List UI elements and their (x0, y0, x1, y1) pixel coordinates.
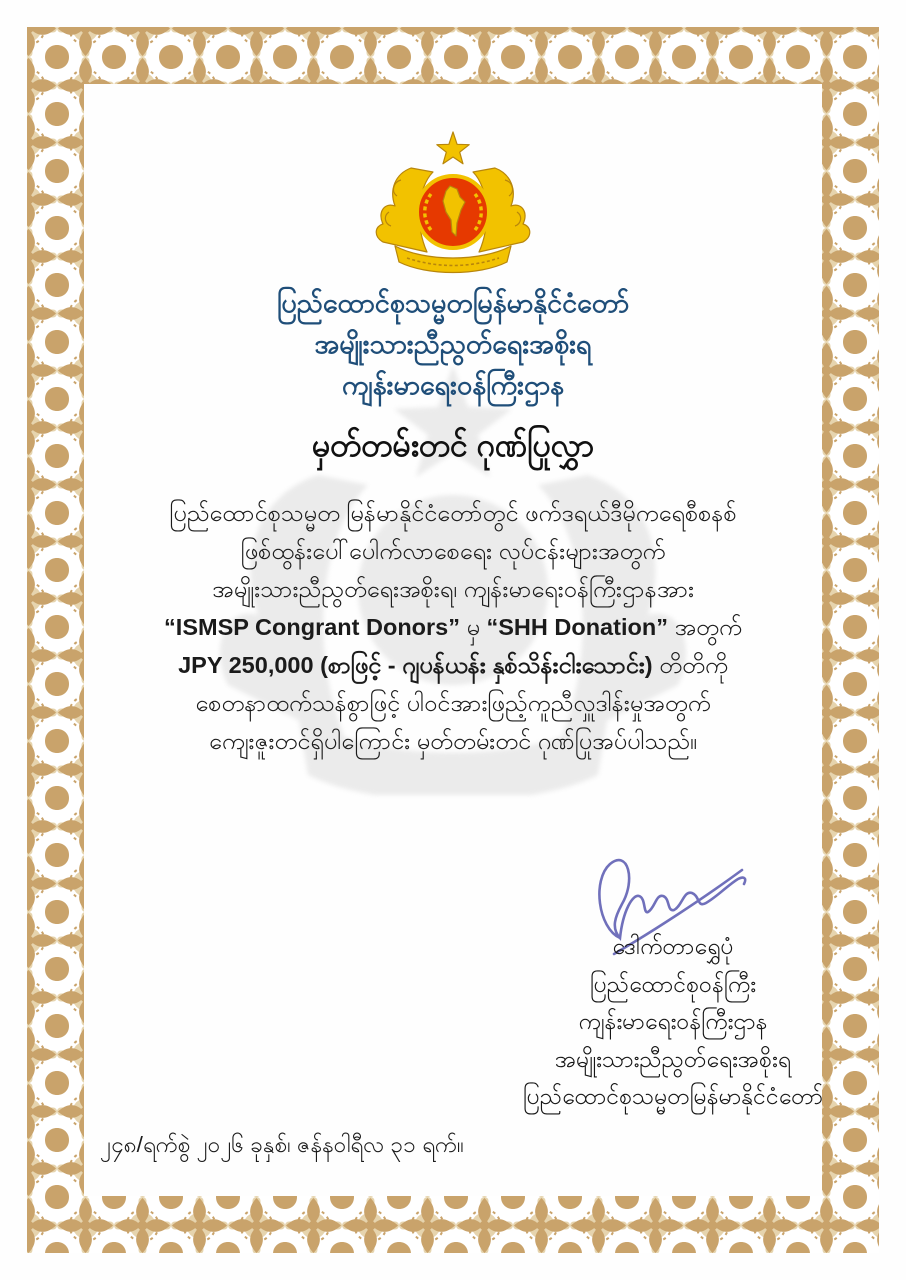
body-line-4 (93, 608, 813, 646)
body-line-3: အမျိုးသားညီညွတ်ရေးအစိုးရ၊ ကျန်းမာရေးဝန်ကြီးဌာနအား (212, 576, 694, 602)
signatory-block (478, 928, 868, 1116)
donation-name: “SHH Donation” (486, 614, 668, 640)
certificate-body (93, 494, 813, 760)
issuing-authority-header (113, 283, 793, 406)
donor-name: “ISMSP Congrant Donors” (164, 614, 460, 640)
body-line-4-text: မှ (460, 614, 487, 640)
body-line-7: ကျေးဇူးတင်ရှိပါကြောင်း မှတ်တမ်းတင် ဂုဏ်ပြုအပ်ပါသည်။ (208, 728, 698, 754)
body-line-4-text-2: အတွက် (667, 614, 742, 640)
header-government-line: အမျိုးသားညီညွတ်ရေးအစိုးရ (314, 329, 592, 359)
signatory-position: ပြည်ထောင်စုဝန်ကြီး (589, 970, 757, 997)
body-line-5-text: တိတိကို (652, 652, 728, 678)
header-ministry-line: ကျန်းမာရေးဝန်ကြီးဌာန (341, 370, 565, 400)
signatory-ministry: ကျန်းမာရေးဝန်ကြီးဌာန (578, 1008, 768, 1034)
body-line-2: ဖြစ်ထွန်းပေါ်ပေါက်လာစေရေး လုပ်ငန်းများအတွက် (240, 538, 666, 564)
donation-amount: JPY 250,000 (စာဖြင့် - ဂျပန်ယန်း နှစ်သိန်းငါးသောင်း) (178, 652, 653, 678)
state-seal-icon (353, 130, 553, 275)
body-line-1: ပြည်ထောင်စုသမ္မတ မြန်မာနိုင်ငံတော်တွင် ဖက်ဒရယ်ဒီမိုကရေစီစနစ် (169, 500, 737, 526)
body-line-5 (93, 646, 813, 684)
certificate-title: မှတ်တမ်းတင် ဂုဏ်ပြုလွှာ (311, 427, 595, 463)
signatory-country: ပြည်ထောင်စုသမ္မတမြန်မာနိုင်ငံတော် (522, 1083, 824, 1109)
header-country-line: ပြည်ထောင်စုသမ္မတမြန်မာနိုင်ငံတော် (276, 288, 630, 318)
signatory-name: ဒေါက်တာရွှေပုံ (612, 933, 734, 959)
body-line-6: စေတနာထက်သန်စွာဖြင့် ပါဝင်အားဖြည့်ကူညီလှူဒါန်းမှုအတွက် (195, 690, 711, 716)
reference-date-line: ၂၄၈/ရက်စွဲ ၂၀၂၆ ခုနှစ်၊ ဇန်နဝါရီလ ၃၁ ရက်။ (100, 1132, 464, 1157)
signatory-government: အမျိုးသားညီညွတ်ရေးအစိုးရ (554, 1045, 792, 1072)
